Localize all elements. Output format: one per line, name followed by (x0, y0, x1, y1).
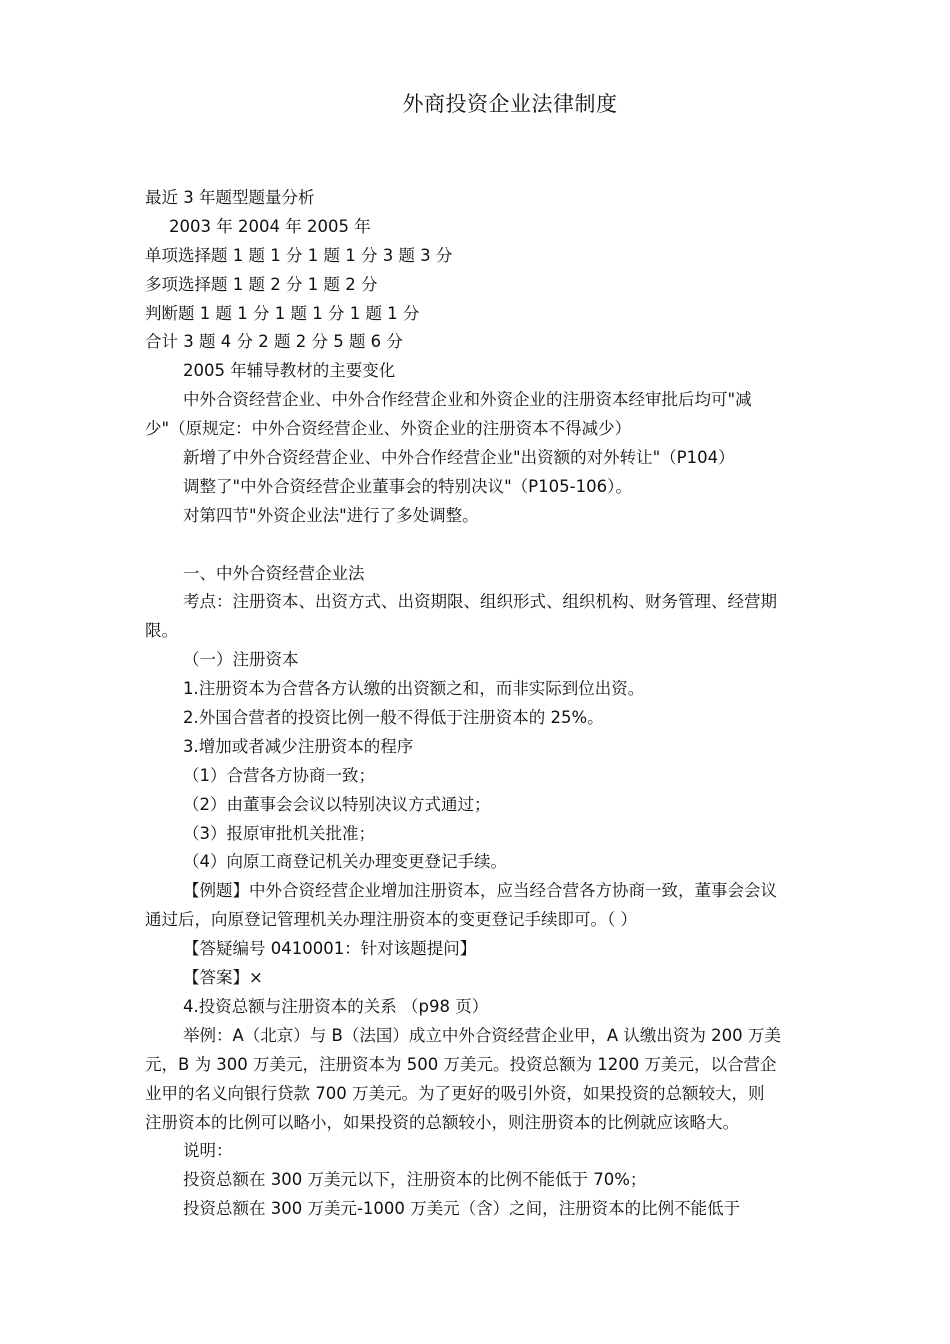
text-line: 中外合资经营企业、中外合作经营企业和外资企业的注册资本经审批后均可"减 (183, 390, 752, 410)
paragraph-spacer (145, 531, 873, 560)
text-line: 2003 年 2004 年 2005 年 (169, 216, 371, 236)
text-line: （4）向原工商登记机关办理变更登记手续。 (183, 852, 507, 872)
text-line: 新增了中外合资经营企业、中外合作经营企业"出资额的对外转让"（P104） (183, 448, 735, 468)
answer: 【答案】× (183, 968, 263, 988)
text-line: 4.投资总额与注册资本的关系 （p98 页） (183, 996, 489, 1016)
text-line: 调整了"中外合资经营企业董事会的特别决议"（P105-106）。 (183, 476, 632, 496)
text-line: 业甲的名义向银行贷款 700 万美元。为了更好的吸引外资，如果投资的总额较大，则 (145, 1083, 765, 1103)
example-question: 通过后，向原登记管理机关办理注册资本的变更登记手续即可。（ ） (145, 910, 637, 930)
text-line: 举例：A（北京）与 B（法国）成立中外合资经营企业甲，A 认缴出资为 200 万美 (183, 1025, 781, 1045)
subsection-heading: （一）注册资本 (183, 650, 299, 670)
text-line: 限。 (145, 621, 178, 641)
text-line: 1.注册资本为合营各方认缴的出资额之和，而非实际到位出资。 (183, 679, 645, 699)
text-line: 对第四节"外资企业法"进行了多处调整。 (183, 505, 479, 525)
text-line: 投资总额在 300 万美元以下，注册资本的比例不能低于 70%； (183, 1170, 647, 1190)
text-line: 元，B 为 300 万美元，注册资本为 500 万美元。投资总额为 1200 万美元，以合营企 (145, 1054, 777, 1074)
text-line: 判断题 1 题 1 分 1 题 1 分 1 题 1 分 (145, 303, 420, 323)
text-line: （3）报原审批机关批准； (183, 823, 375, 843)
text-line: 少"（原规定：中外合资经营企业、外资企业的注册资本不得减少） (145, 419, 632, 439)
text-line: （2）由董事会会议以特别决议方式通过； (183, 794, 491, 814)
section-heading: 一、中外合资经营企业法 (183, 563, 365, 583)
text-line: 说明： (183, 1141, 233, 1161)
document-title: 外商投资企业法律制度 (402, 92, 618, 116)
document-body (145, 184, 873, 1224)
text-line: 多项选择题 1 题 2 分 1 题 2 分 (145, 274, 378, 294)
text-line: 合计 3 题 4 分 2 题 2 分 5 题 6 分 (145, 332, 403, 352)
text-line: 注册资本的比例可以略小，如果投资的总额较小，则注册资本的比例就应该略大。 (145, 1112, 739, 1132)
text-line: 3.增加或者减少注册资本的程序 (183, 736, 414, 756)
text-line: 单项选择题 1 题 1 分 1 题 1 分 3 题 3 分 (145, 245, 453, 265)
text-line: 投资总额在 300 万美元-1000 万美元（含）之间，注册资本的比例不能低于 (183, 1199, 741, 1219)
text-line: 2.外国合营者的投资比例一般不得低于注册资本的 25%。 (183, 708, 604, 728)
text-line: 考点：注册资本、出资方式、出资期限、组织形式、组织机构、财务管理、经营期 (183, 592, 777, 612)
text-line: 最近 3 年题型题量分析 (145, 188, 315, 207)
example-question: 【例题】中外合资经营企业增加注册资本，应当经合营各方协商一致，董事会会议 (183, 881, 777, 901)
text-line: （1）合营各方协商一致； (183, 765, 375, 785)
text-line: 2005 年辅导教材的主要变化 (183, 361, 396, 381)
question-ref: 【答疑编号 0410001：针对该题提问】 (183, 939, 477, 959)
